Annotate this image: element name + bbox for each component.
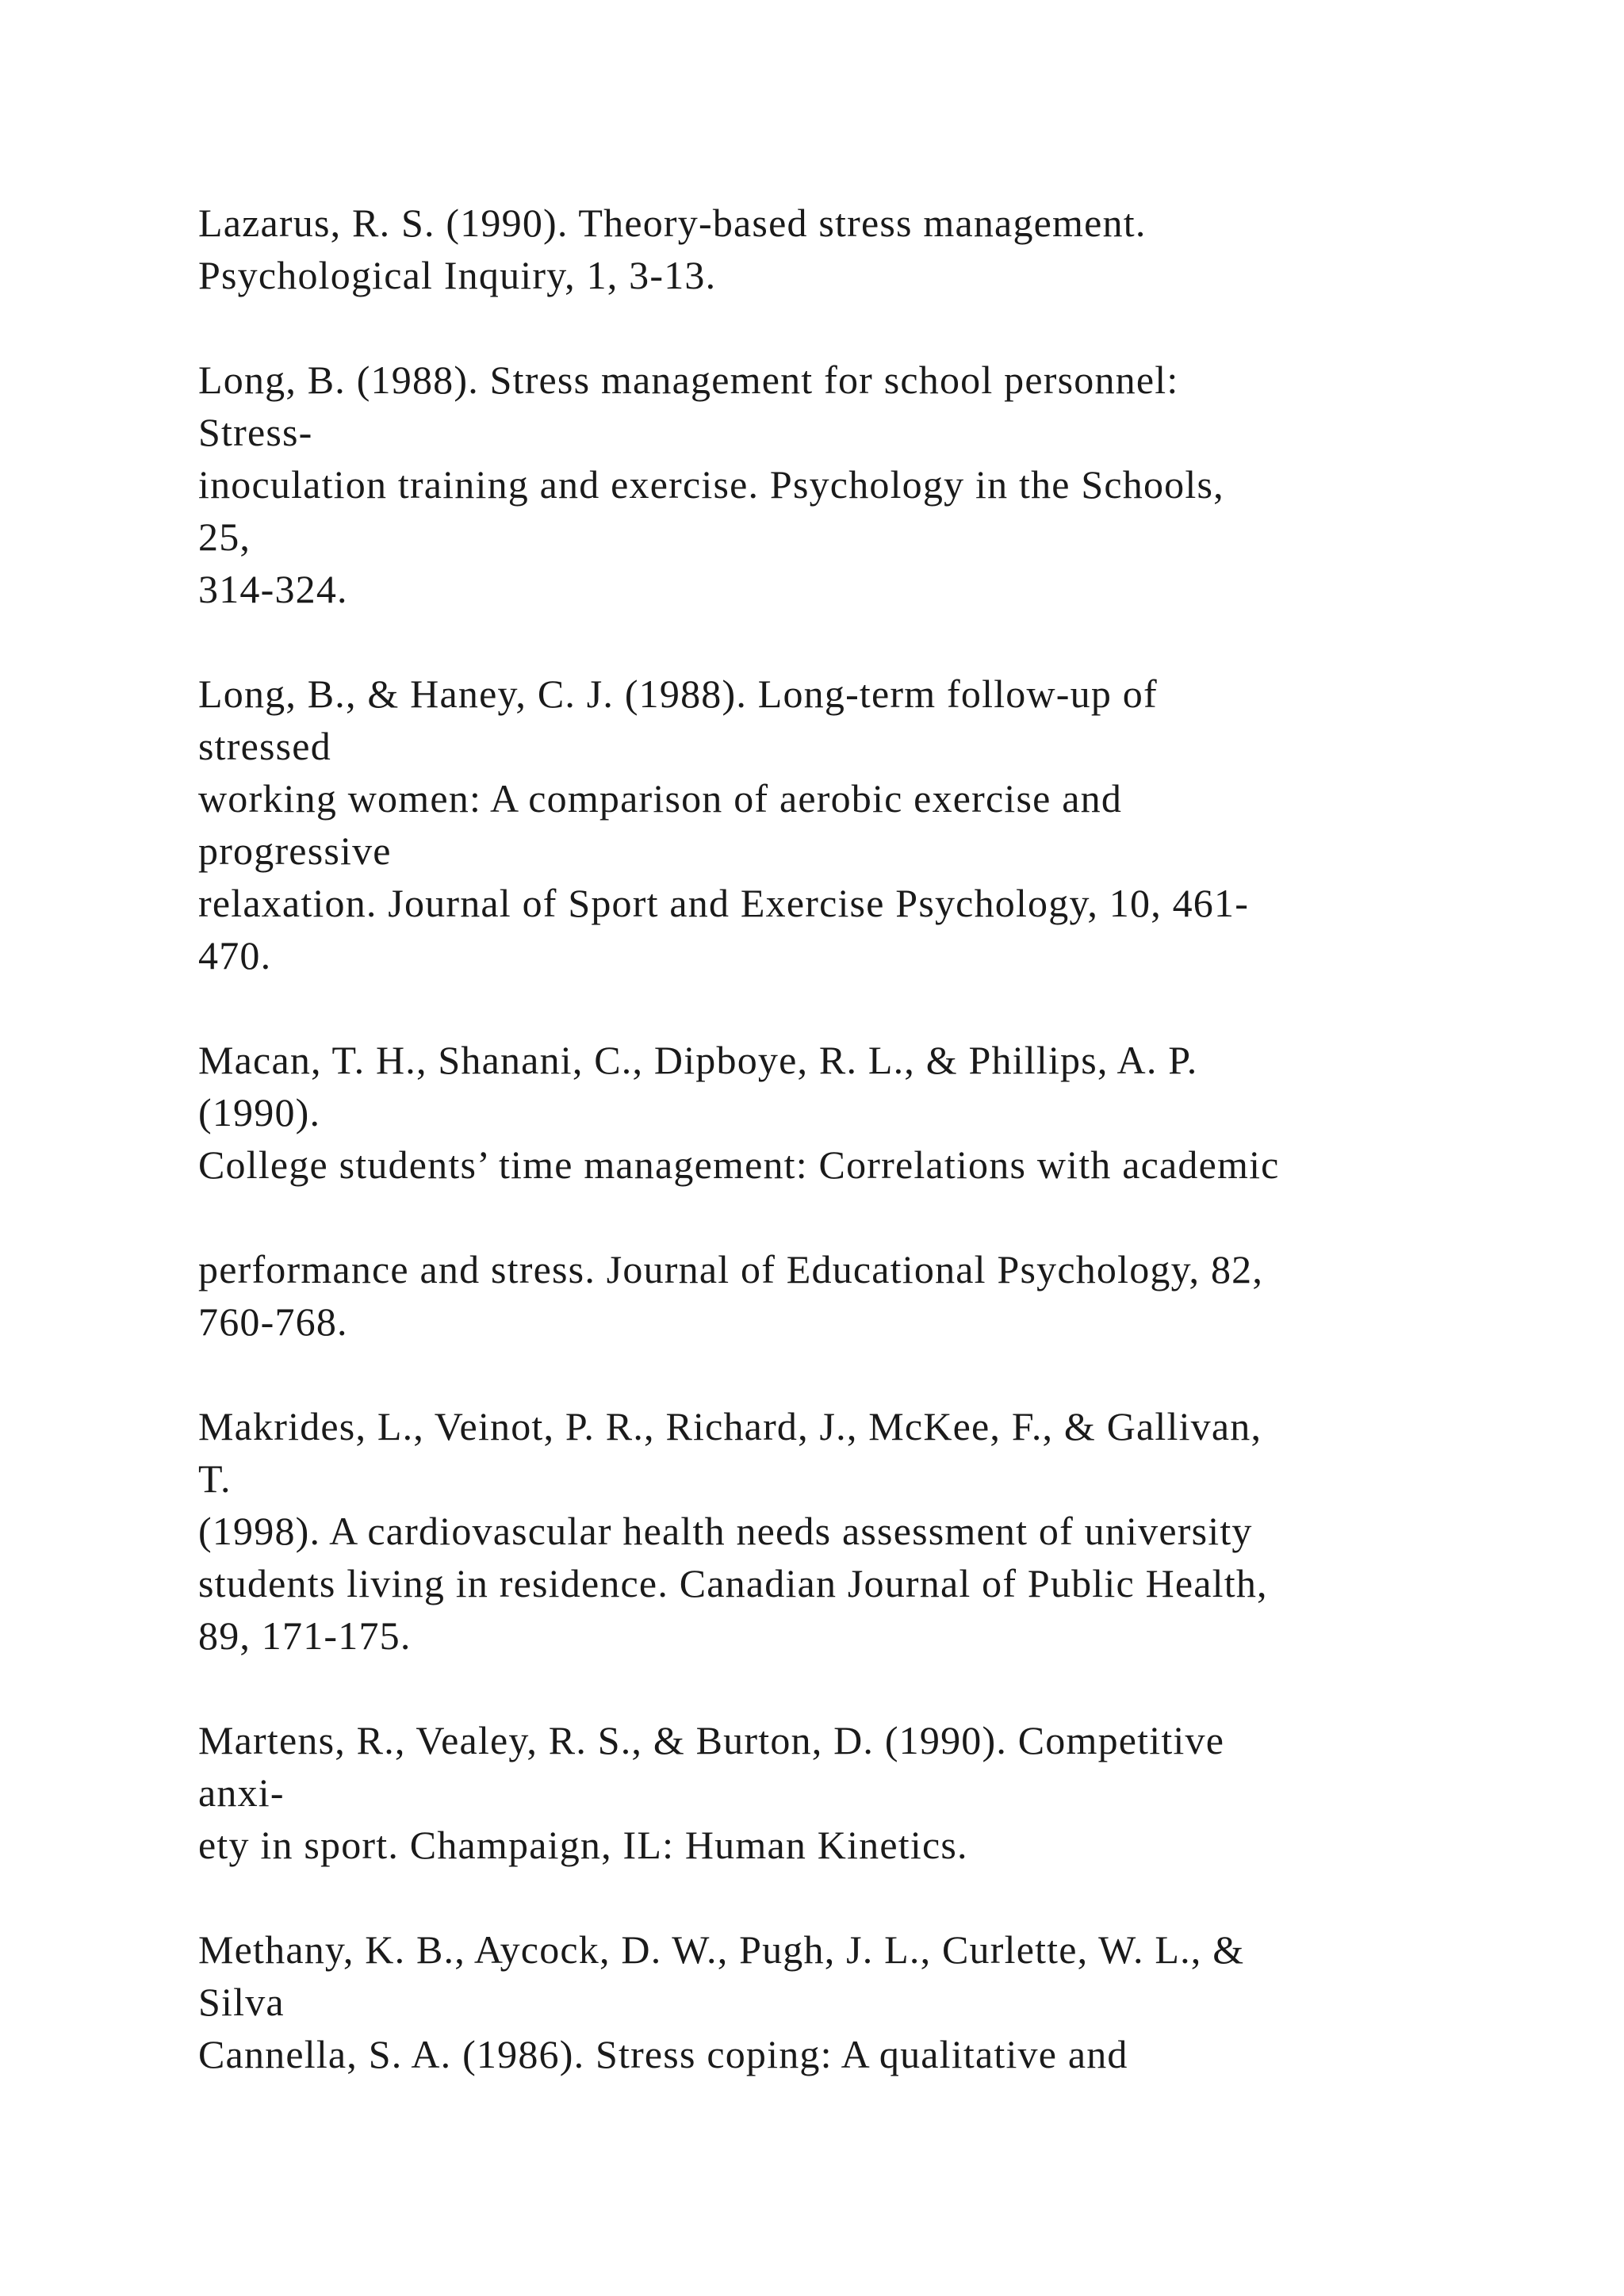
reference-line: ety in sport. Champaign, IL: Human Kinetics. bbox=[198, 1823, 968, 1867]
reference-line: Martens, R., Vealey, R. S., & Burton, D. (1990). Competitive bbox=[198, 1718, 1225, 1762]
reference-line: 470. bbox=[198, 933, 272, 978]
reference-entry-long-1988 bbox=[198, 354, 1546, 615]
reference-line: relaxation. Journal of Sport and Exercise Psychology, 10, 461- bbox=[198, 881, 1250, 925]
reference-line: anxi- bbox=[198, 1770, 285, 1815]
reference-line: working women: A comparison of aerobic exercise and bbox=[198, 776, 1123, 821]
reference-line: Lazarus, R. S. (1990). Theory-based stress management. bbox=[198, 201, 1147, 245]
reference-line: Long, B. (1988). Stress management for school personnel: bbox=[198, 358, 1179, 402]
reference-line: T. bbox=[198, 1456, 232, 1501]
reference-line: 760-768. bbox=[198, 1299, 348, 1344]
reference-line: 25, bbox=[198, 515, 251, 559]
reference-line: Cannella, S. A. (1986). Stress coping: A qualitative and bbox=[198, 2032, 1128, 2076]
reference-line: (1990). bbox=[198, 1090, 321, 1135]
reference-entry-macan-1990 bbox=[198, 1034, 1546, 1348]
reference-line bbox=[198, 1191, 1546, 1243]
reference-line: Methany, K. B., Aycock, D. W., Pugh, J. L., Curlette, W. L., & bbox=[198, 1927, 1245, 1972]
reference-line: performance and stress. Journal of Educational Psychology, 82, bbox=[198, 1247, 1264, 1292]
reference-line: 89, 171-175. bbox=[198, 1613, 412, 1658]
reference-entry-methany-1986 bbox=[198, 1923, 1546, 2080]
reference-list bbox=[198, 197, 1546, 2133]
reference-entry-makrides-1998 bbox=[198, 1400, 1546, 1662]
reference-line: College students’ time management: Correlations with academic bbox=[198, 1142, 1280, 1187]
reference-line: progressive bbox=[198, 828, 392, 873]
reference-line: inoculation training and exercise. Psychology in the Schools, bbox=[198, 462, 1224, 507]
reference-line: Macan, T. H., Shanani, C., Dipboye, R. L., & Phillips, A. P. bbox=[198, 1038, 1198, 1082]
reference-entry-lazarus-1990 bbox=[198, 197, 1546, 301]
reference-line: students living in residence. Canadian Journal of Public Health, bbox=[198, 1561, 1268, 1605]
reference-line: Stress- bbox=[198, 410, 313, 454]
reference-line: stressed bbox=[198, 724, 331, 768]
reference-line: Psychological Inquiry, 1, 3-13. bbox=[198, 253, 717, 297]
reference-line: Makrides, L., Veinot, P. R., Richard, J., McKee, F., & Gallivan, bbox=[198, 1404, 1262, 1448]
reference-entry-martens-1990 bbox=[198, 1714, 1546, 1871]
reference-entry-long-haney-1988 bbox=[198, 668, 1546, 982]
reference-line: (1998). A cardiovascular health needs assessment of university bbox=[198, 1509, 1253, 1553]
reference-line: 314-324. bbox=[198, 567, 348, 611]
reference-line: Silva bbox=[198, 1980, 285, 2024]
reference-line: Long, B., & Haney, C. J. (1988). Long-term follow-up of bbox=[198, 672, 1158, 716]
